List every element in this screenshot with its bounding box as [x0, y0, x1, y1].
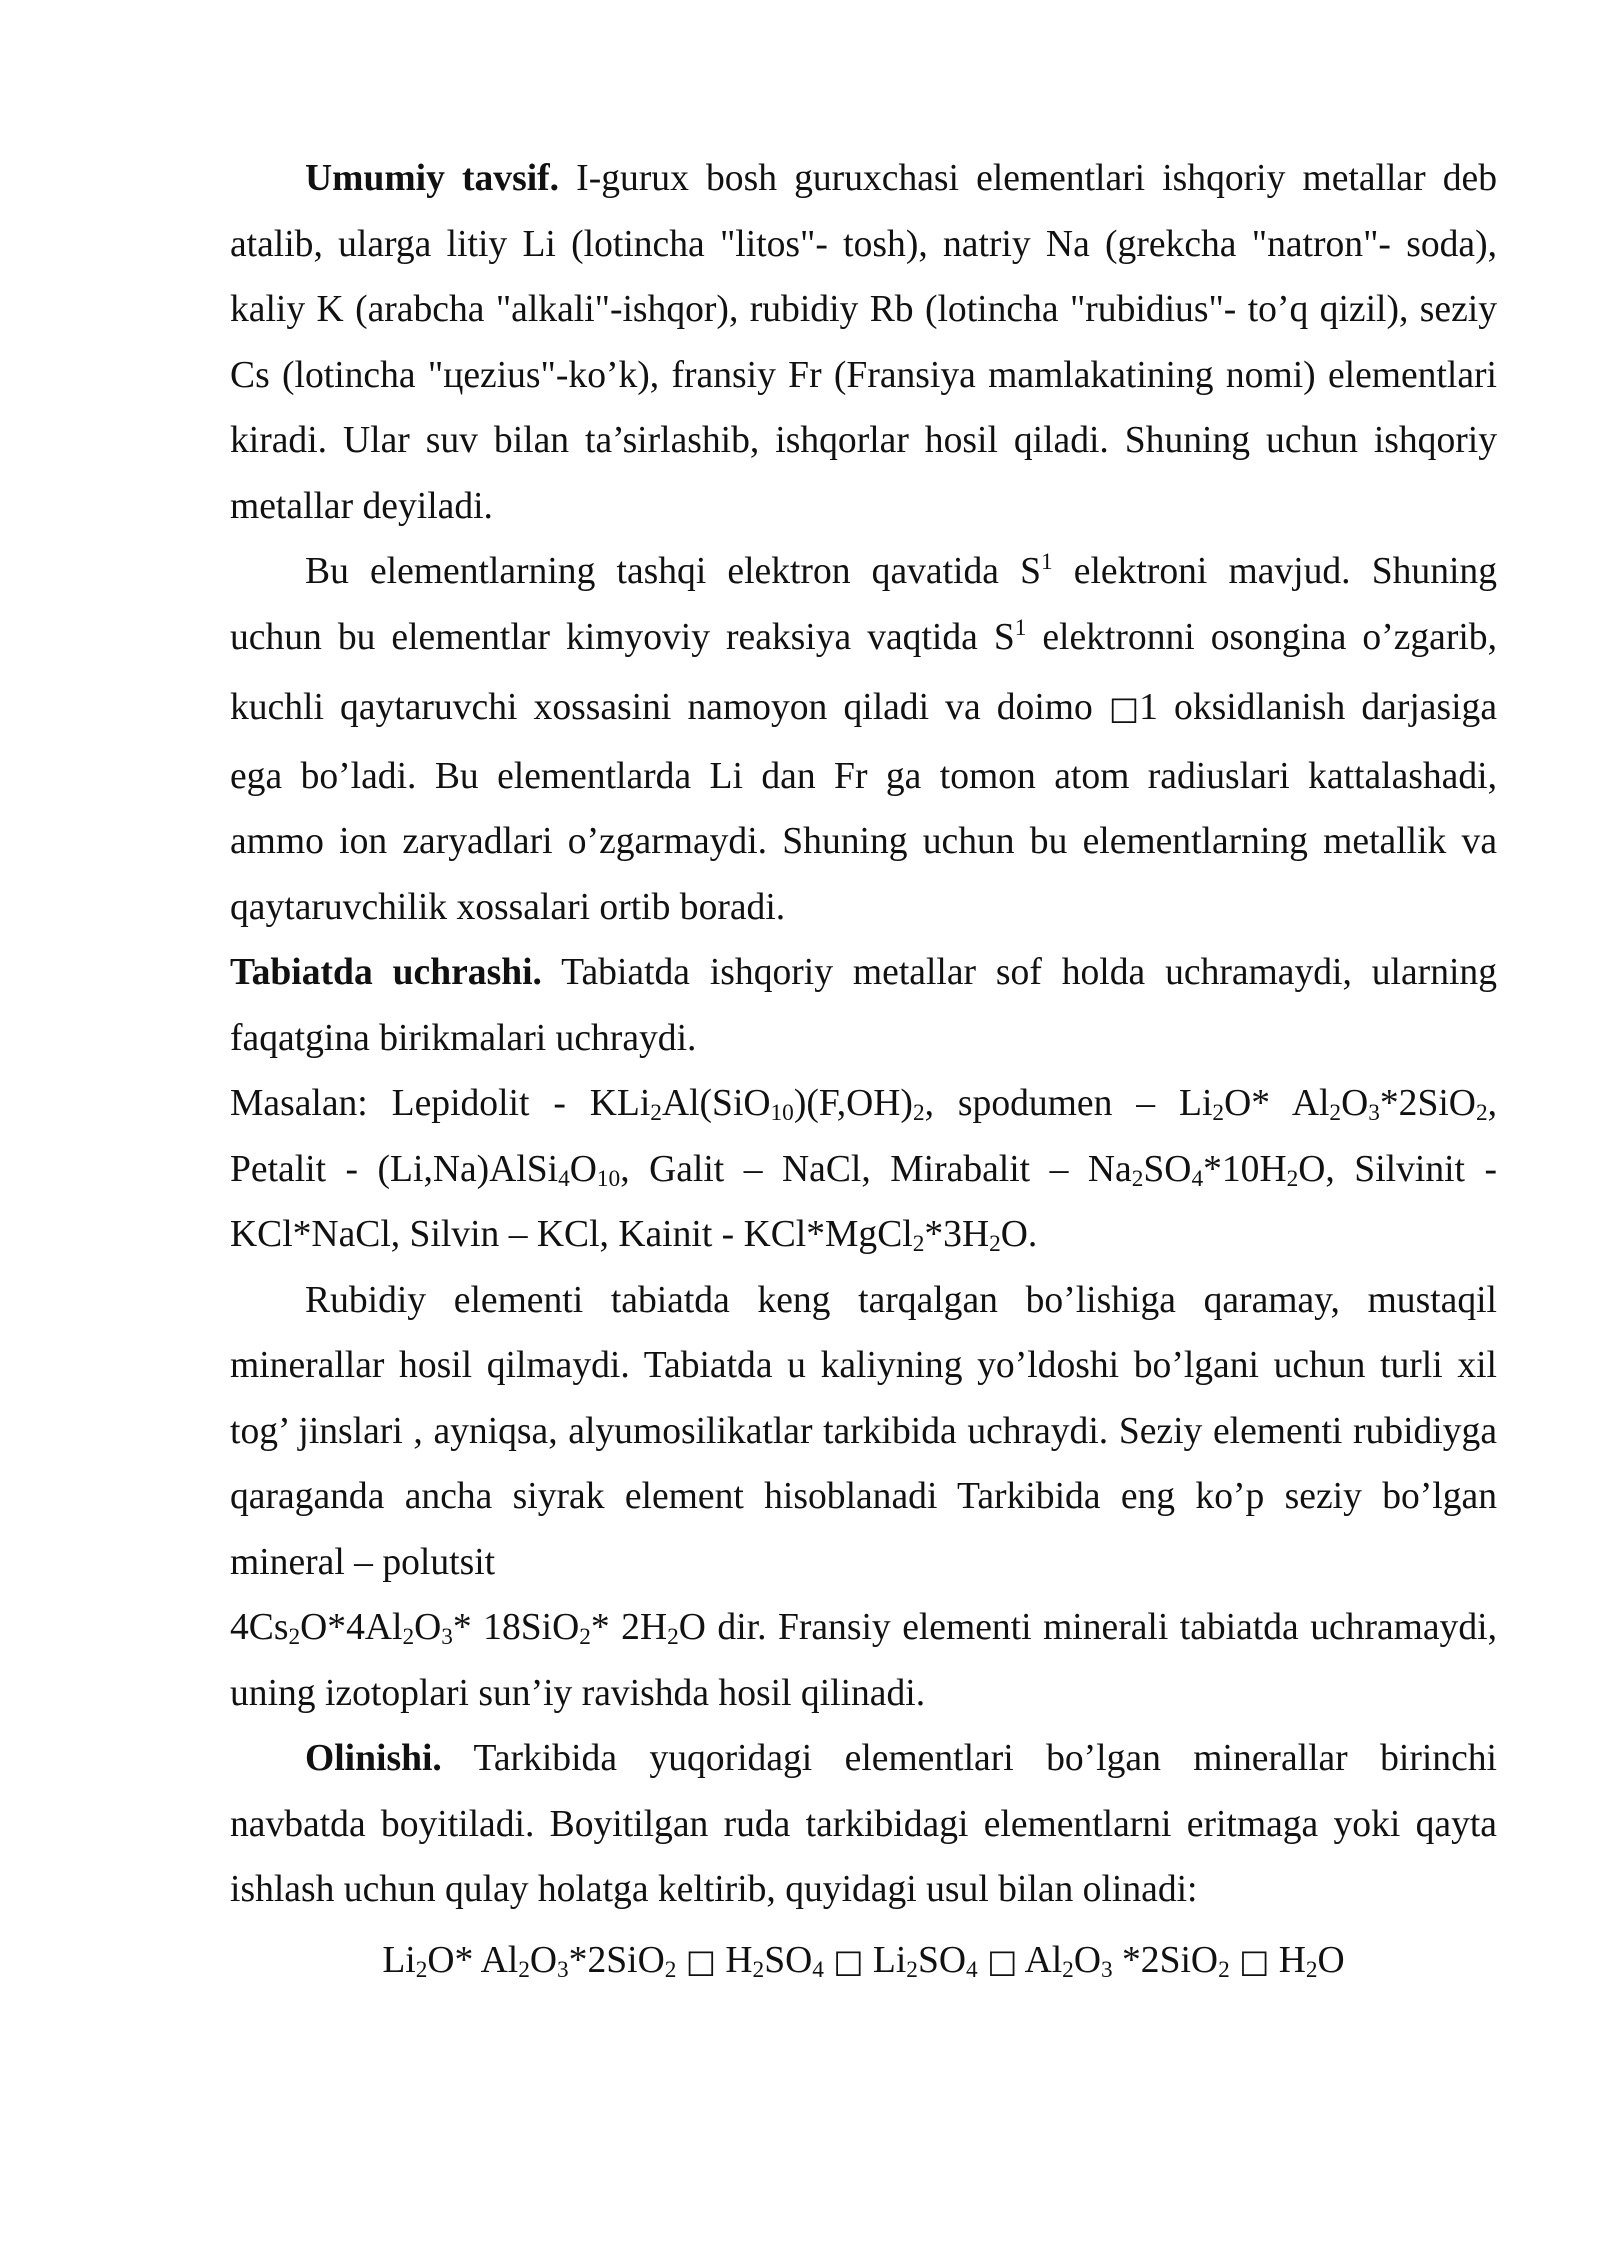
text-run	[978, 1940, 987, 1981]
text-run: Masalan: Lepidolit - KLi	[230, 1083, 651, 1125]
text-run: H	[715, 1939, 753, 1981]
subscript: 2	[1218, 1957, 1230, 1984]
subscript: 10	[596, 1166, 621, 1193]
text-run: O* Al	[427, 1939, 519, 1981]
text-run: , spodumen – Li	[924, 1083, 1213, 1125]
text-run: )(F,OH)	[793, 1083, 913, 1125]
subscript: 4	[966, 1957, 978, 1984]
subscript: 10	[770, 1100, 794, 1127]
subscript: 2	[906, 1957, 918, 1984]
subscript: 2	[518, 1957, 530, 1984]
text-run	[676, 1940, 685, 1981]
text-run: SO	[764, 1939, 813, 1981]
text-run: Al(SiO	[661, 1083, 771, 1125]
subscript: 4	[1191, 1166, 1204, 1193]
superscript: 1	[1014, 614, 1027, 641]
text-run: O	[1341, 1083, 1369, 1125]
paragraph-general-description	[230, 146, 1497, 539]
document-body	[230, 146, 1497, 1997]
subscript: 2	[752, 1957, 765, 1984]
missing-glyph-symbol: □	[833, 1941, 864, 1980]
subscript: 2	[1286, 1166, 1299, 1193]
paragraph-mineral-examples	[230, 1071, 1497, 1268]
subscript: 2	[288, 1624, 301, 1651]
text-run: elektroni mavjud. Shuning uchun bu elementlar kimyoviy reaksiya vaqtida S	[230, 551, 1498, 658]
text-run: elektronni osongina o’zgarib, kuchli qaytaruvchi xossasini namoyon qiladi va doimo	[230, 616, 1497, 728]
text-run: O	[1073, 1939, 1101, 1981]
subscript: 2	[667, 1624, 679, 1651]
subscript: 4	[812, 1957, 824, 1984]
text-run: O	[569, 1148, 597, 1190]
subscript: 2	[415, 1957, 428, 1984]
subscript: 2	[664, 1957, 677, 1984]
text-run: Rubidiy elementi tabiatda keng tarqalgan bo’lishiga qaramay, mustaqil minerallar hosil qilmaydi. Tabiatda u kaliyning yo’ldoshi bo’lgani uchun turli xil tog’ jinslari , ayniqsa, alyumosilikatlar tarkibida uchraydi. Seziy elementi rubidiyga qaraganda ancha siyrak element hisoblanadi Tarkibida eng ko’p seziy bo’lgan mineral – polutsit	[230, 1279, 1497, 1583]
text-run	[824, 1940, 833, 1981]
text-run: H	[1269, 1939, 1306, 1981]
subscript: 2	[989, 1231, 1001, 1258]
text-run: O	[414, 1607, 442, 1649]
subscript: 4	[558, 1166, 570, 1193]
subscript: 3	[1100, 1957, 1113, 1984]
text-run: O, Silvinit - KCl*NaCl, Silvin – KCl, Kainit - KCl*MgCl	[230, 1148, 1498, 1256]
text-run: *2SiO	[568, 1939, 665, 1981]
subscript: 2	[650, 1100, 662, 1127]
text-run: , Petalit - (Li,Na)AlSi	[230, 1083, 1497, 1190]
subscript: 2	[1212, 1100, 1225, 1127]
text-run: 4Cs	[230, 1607, 289, 1649]
paragraph-occurrence-in-nature	[230, 940, 1497, 1071]
missing-glyph-symbol: □	[987, 1941, 1018, 1980]
text-run: 1 oksidlanish darjasiga ega bo’ladi. Bu elementlarda Li dan Fr ga tomon atom radiuslari kattalashadi, ammo ion zaryadlari o’zgarmaydi. Shuning uchun bu elementlarning metallik va qaytaruvchilik xossalari ortib boradi.	[230, 687, 1497, 928]
subscript: 3	[557, 1957, 569, 1984]
text-run: Li	[382, 1939, 416, 1981]
text-run: *2SiO	[1379, 1083, 1476, 1125]
text-run: * 2H	[590, 1607, 668, 1649]
text-run: O	[1317, 1939, 1345, 1981]
text-run: Li	[863, 1939, 907, 1981]
missing-glyph-symbol: □	[1239, 1941, 1270, 1980]
text-run: I-gurux bosh guruxchasi elementlari ishqoriy metallar deb atalib, ularga litiy Li (lotincha "litos"- tosh), natriy Na (grekcha "natron"- soda), kaliy K (arabcha "alkali"-ishqor), rubidiy Rb (lotincha "rubidius"- to’q qizil), seziy Cs (lotincha "цezius"-ko’k), fransiy Fr (Fransiya mamlakatining nomi) elementlari kiradi. Ular suv bilan ta’sirlashib, ishqorlar hosil qiladi. Shuning uchun ishqoriy metallar deyiladi.	[230, 158, 1497, 527]
paragraph-production	[230, 1726, 1497, 1923]
text-run: Al	[1017, 1939, 1063, 1981]
missing-glyph-symbol: □	[1108, 689, 1140, 727]
text-run: O dir. Fransiy elementi minerali tabiatda uchramaydi, uning izotoplari sun’iy ravishda hosil qilinadi.	[230, 1607, 1497, 1714]
subscript: 2	[912, 1100, 925, 1127]
text-run: Tarkibida yuqoridagi elementlari bo’lgan minerallar birinchi navbatda boyitiladi. Boyitilgan ruda tarkibidagi elementlarni eritmaga yoki qayta ishlash uchun qulay holatga keltirib, quyidagi usul bilan olinadi:	[230, 1738, 1497, 1911]
superscript: 1	[1040, 549, 1053, 576]
text-run: Bu elementlarning tashqi elektron qavatida S	[305, 551, 1041, 592]
paragraph-pollucite-formula	[230, 1595, 1497, 1726]
text-run: *2SiO	[1112, 1939, 1219, 1981]
subscript: 2	[1305, 1957, 1318, 1984]
text-run: Tabiatda ishqoriy metallar sof holda uchramaydi, ularning faqatgina birikmalari uchraydi.	[230, 952, 1497, 1059]
text-run: O* Al	[1224, 1083, 1330, 1125]
text-run: SO	[917, 1939, 966, 1981]
text-run: O	[529, 1939, 557, 1981]
text-run: * 18SiO	[452, 1607, 580, 1649]
text-run: O.	[1000, 1214, 1038, 1256]
subscript: 2	[912, 1231, 925, 1258]
subscript: 2	[402, 1624, 415, 1651]
subscript: 3	[441, 1624, 453, 1651]
subscript: 3	[1368, 1100, 1380, 1127]
text-run: , Galit – NaCl, Mirabalit – Na	[620, 1148, 1132, 1190]
subscript: 2	[579, 1624, 591, 1651]
bold-heading: Olinishi.	[305, 1738, 442, 1780]
reaction-equation	[230, 1923, 1497, 1997]
paragraph-rubidium-cesium	[230, 1268, 1497, 1596]
text-run: SO	[1143, 1148, 1192, 1190]
bold-heading: Tabiatda uchrashi.	[230, 952, 542, 994]
missing-glyph-symbol: □	[685, 1941, 716, 1980]
paragraph-electron-structure	[230, 539, 1497, 940]
text-run: *10H	[1203, 1148, 1287, 1190]
subscript: 2	[1475, 1100, 1488, 1127]
subscript: 2	[1131, 1166, 1144, 1193]
subscript: 2	[1329, 1100, 1342, 1127]
text-run: O*4Al	[300, 1607, 403, 1649]
text-run: *3H	[924, 1214, 990, 1256]
bold-heading: Umumiy tavsif.	[305, 158, 560, 199]
text-run	[1230, 1940, 1239, 1981]
subscript: 2	[1062, 1957, 1074, 1984]
